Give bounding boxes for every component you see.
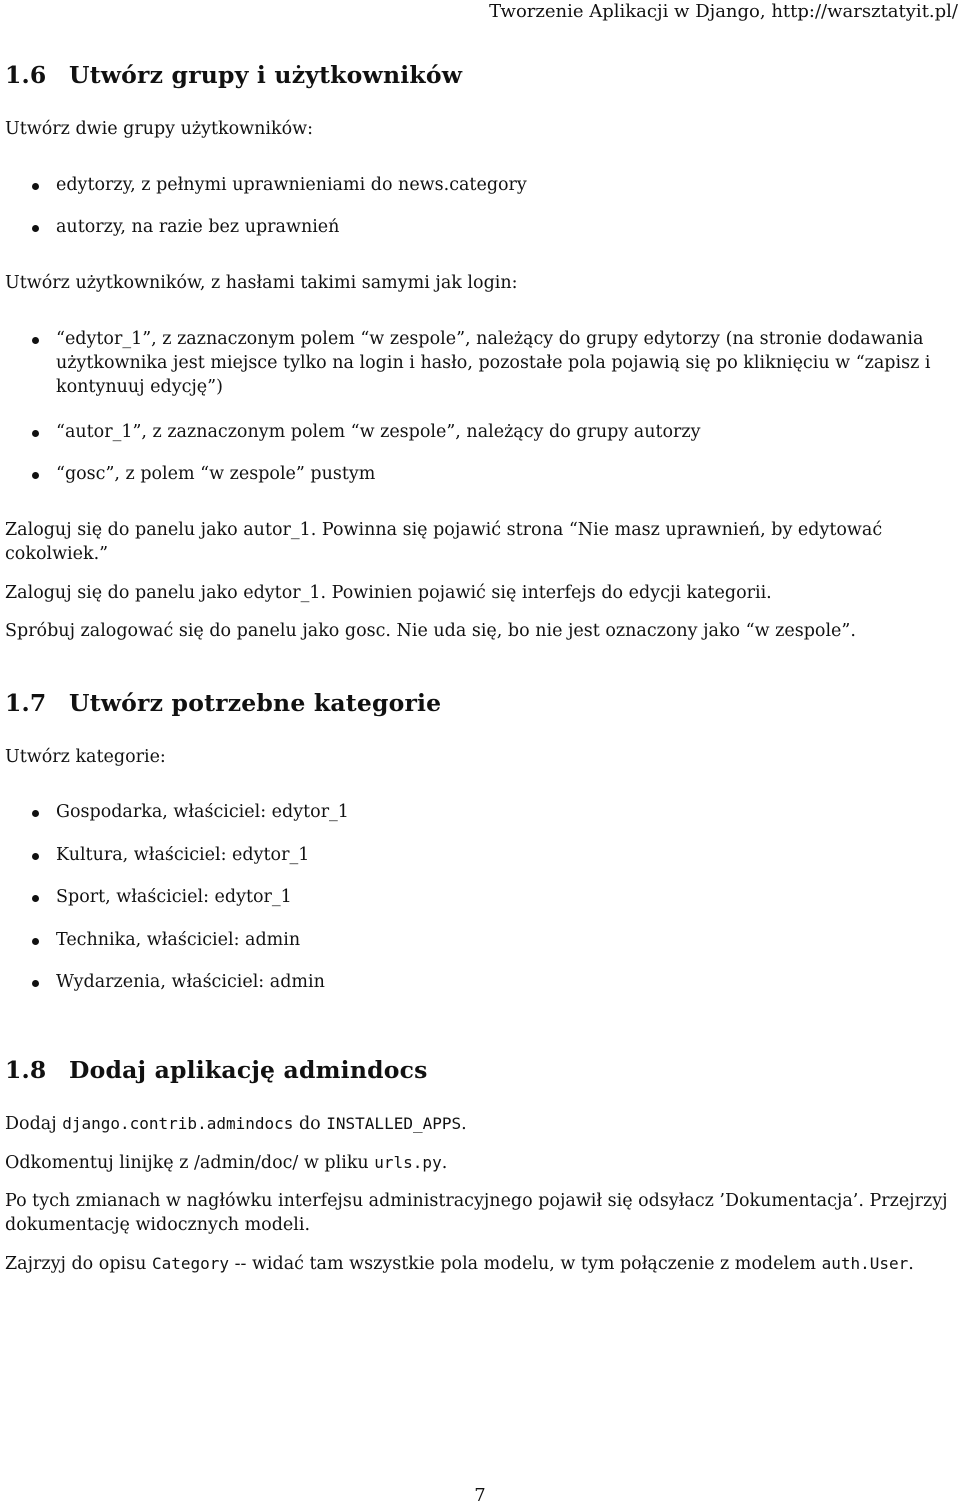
users-list bbox=[5, 328, 958, 399]
bullet-icon bbox=[32, 183, 39, 190]
code-inline: Category bbox=[151, 1254, 229, 1273]
categories-list bbox=[5, 801, 958, 825]
users-list bbox=[5, 421, 958, 445]
section-heading bbox=[5, 1055, 958, 1085]
list-item: Wydarzenia, właściciel: admin bbox=[5, 971, 958, 995]
section-1-8 bbox=[5, 1055, 958, 1085]
page-number: 7 bbox=[474, 1485, 486, 1506]
bullet-icon bbox=[32, 430, 39, 437]
section-title: Dodaj aplikację admindocs bbox=[69, 1056, 428, 1084]
section-number: 1.7 bbox=[5, 689, 47, 717]
paragraph: Zajrzyj do opisu Category -- widać tam wszystkie pola modelu, w tym połączenie z modelem auth.User. bbox=[5, 1254, 914, 1274]
list-item: edytorzy, z pełnymi uprawnieniami do news.category bbox=[5, 174, 958, 198]
code-inline: urls.py bbox=[374, 1153, 442, 1172]
bullet-icon bbox=[32, 225, 39, 232]
list-item: Sport, właściciel: edytor_1 bbox=[5, 886, 958, 910]
code-inline: django.contrib.admindocs bbox=[62, 1114, 294, 1133]
section-title: Utwórz grupy i użytkowników bbox=[69, 61, 463, 89]
section-title: Utwórz potrzebne kategorie bbox=[69, 689, 442, 717]
section-heading bbox=[5, 688, 958, 718]
groups-list bbox=[5, 174, 958, 198]
categories-list bbox=[5, 929, 958, 953]
bullet-icon bbox=[32, 472, 39, 479]
paragraph: Zaloguj się do panelu jako edytor_1. Powinien pojawić się interfejs do edycji kategorii. bbox=[5, 583, 772, 603]
bullet-icon bbox=[32, 895, 39, 902]
paragraph: Utwórz kategorie: bbox=[5, 747, 166, 767]
paragraph: Spróbuj zalogować się do panelu jako gosc. Nie uda się, bo nie jest oznaczony jako “w zespole”. bbox=[5, 621, 856, 641]
section-heading bbox=[5, 60, 958, 90]
list-item: Kultura, właściciel: edytor_1 bbox=[5, 844, 958, 868]
paragraph: Po tych zmianach w nagłówku interfejsu administracyjnego pojawił się odsyłacz ’Dokumentacja’. Przejrzyj dokumentację widocznych modeli. bbox=[5, 1191, 948, 1235]
running-header: Tworzenie Aplikacji w Django, http://warsztatyit.pl/ bbox=[489, 1, 958, 22]
bullet-icon bbox=[32, 337, 39, 344]
bullet-icon bbox=[32, 980, 39, 987]
code-inline: INSTALLED_APPS bbox=[326, 1114, 462, 1133]
categories-list bbox=[5, 971, 958, 995]
groups-list bbox=[5, 216, 958, 240]
bullet-icon bbox=[32, 853, 39, 860]
list-item: Technika, właściciel: admin bbox=[5, 929, 958, 953]
code-inline: auth.User bbox=[821, 1254, 909, 1273]
users-list bbox=[5, 463, 958, 487]
paragraph: Zaloguj się do panelu jako autor_1. Powinna się pojawić strona “Nie masz uprawnień, by edytować cokolwiek.” bbox=[5, 520, 883, 564]
section-number: 1.6 bbox=[5, 61, 47, 89]
paragraph: Odkomentuj linijkę z /admin/doc/ w pliku urls.py. bbox=[5, 1153, 448, 1173]
section-1-6 bbox=[5, 60, 958, 90]
section-1-7 bbox=[5, 688, 958, 718]
paragraph: Dodaj django.contrib.admindocs do INSTALLED_APPS. bbox=[5, 1114, 467, 1134]
list-item: “autor_1”, z zaznaczonym polem “w zespole”, należący do grupy autorzy bbox=[5, 421, 958, 445]
list-item: Gospodarka, właściciel: edytor_1 bbox=[5, 801, 958, 825]
bullet-icon bbox=[32, 810, 39, 817]
paragraph: Utwórz użytkowników, z hasłami takimi samymi jak login: bbox=[5, 273, 518, 293]
list-item: “edytor_1”, z zaznaczonym polem “w zespole”, należący do grupy edytorzy (na stronie dodawania użytkownika jest miejsce tylko na login i hasło, pozostałe pola pojawią się po kliknięciu w “zapisz i kontynuuj edycję”) bbox=[5, 328, 958, 399]
section-number: 1.8 bbox=[5, 1056, 47, 1084]
paragraph: Utwórz dwie grupy użytkowników: bbox=[5, 119, 314, 139]
list-item: “gosc”, z polem “w zespole” pustym bbox=[5, 463, 958, 487]
bullet-icon bbox=[32, 938, 39, 945]
categories-list bbox=[5, 844, 958, 868]
list-item: autorzy, na razie bez uprawnień bbox=[5, 216, 958, 240]
categories-list bbox=[5, 886, 958, 910]
